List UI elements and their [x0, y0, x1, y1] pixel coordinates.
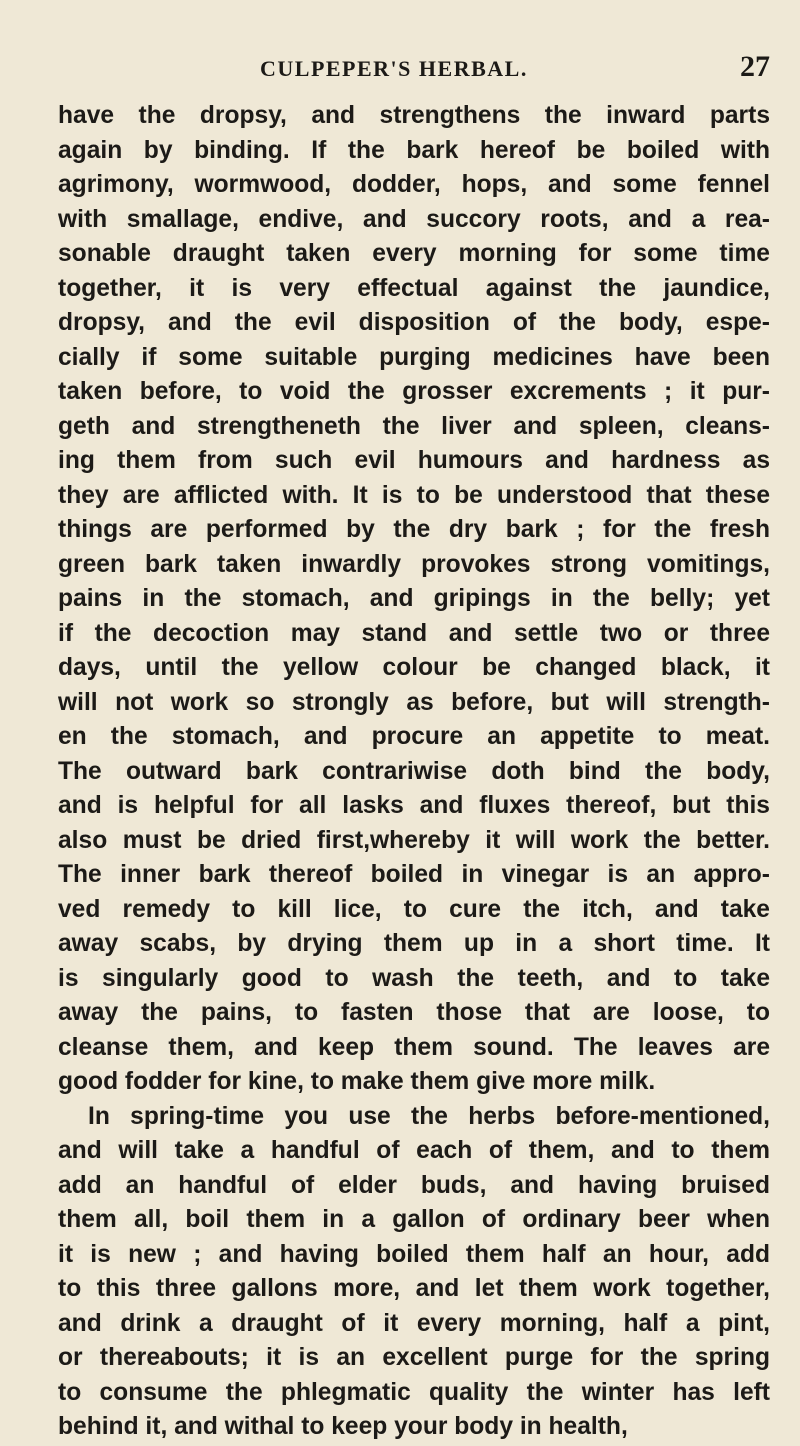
text-line: dropsy, and the evil disposition of the body, espe- [58, 309, 770, 336]
text-line: and will take a handful of each of them, and to them [58, 1137, 770, 1164]
text-line: and drink a draught of it every morning, half a pint, [58, 1309, 770, 1337]
text-line: have the dropsy, and strengthens the inward parts [58, 102, 770, 129]
text-line: ing them from such evil humours and hardness as [58, 447, 770, 474]
text-line: will not work so strongly as before, but will strength- [58, 688, 770, 716]
text-line: behind it, and withal to keep your body in health, [58, 1413, 628, 1440]
text-line: they are afflicted with. It is to be understood that these [58, 481, 770, 509]
text-line: to consume the phlegmatic quality the winter has left [58, 1378, 770, 1406]
text-line: with smallage, endive, and succory roots, and a rea- [58, 205, 770, 233]
running-head: CULPEPER'S HERBAL. [260, 56, 528, 81]
text-line: ved remedy to kill lice, to cure the itch, and take [58, 895, 770, 923]
text-line: days, until the yellow colour be changed black, it [58, 654, 770, 681]
text-line: taken before, to void the grosser excrements ; it pur- [58, 378, 770, 405]
text-line: green bark taken inwardly provokes strong vomitings, [58, 550, 770, 578]
page-number: 27 [740, 50, 770, 83]
text-line: together, it is very effectual against the jaundice, [58, 274, 770, 302]
text-line: to this three gallons more, and let them work together, [58, 1275, 770, 1302]
text-line: agrimony, wormwood, dodder, hops, and some fennel [58, 171, 770, 198]
text-line: away scabs, by drying them up in a short time. It [58, 930, 770, 957]
text-line: cleanse them, and keep them sound. The leaves are [58, 1033, 770, 1061]
text-line: good fodder for kine, to make them give more milk. [58, 1068, 656, 1095]
text-line: is singularly good to wash the teeth, and to take [58, 964, 770, 992]
text-line: it is new ; and having boiled them half an hour, add [58, 1240, 770, 1268]
text-line: The inner bark thereof boiled in vinegar is an appro- [58, 861, 770, 888]
text-line: en the stomach, and procure an appetite to meat. [58, 723, 770, 750]
text-line: and is helpful for all lasks and fluxes thereof, but this [58, 792, 770, 819]
text-line: add an handful of elder buds, and having bruised [58, 1171, 770, 1199]
text-line-paragraph-start: In spring-time you use the herbs before-mentioned, [88, 1102, 770, 1130]
text-line: geth and strengtheneth the liver and spleen, cleans- [58, 412, 770, 440]
body-text [58, 99, 770, 1445]
text-line: pains in the stomach, and gripings in the belly; yet [58, 585, 770, 612]
text-line: also must be dried first,whereby it will work the better. [58, 826, 770, 854]
text-line: if the decoction may stand and settle two or three [58, 619, 770, 647]
text-line: sonable draught taken every morning for some time [58, 240, 770, 267]
text-line: The outward bark contrariwise doth bind the body, [58, 757, 770, 785]
text-line: cially if some suitable purging medicines have been [58, 343, 770, 371]
text-line: them all, boil them in a gallon of ordinary beer when [58, 1206, 770, 1233]
text-line: or thereabouts; it is an excellent purge for the spring [58, 1344, 770, 1371]
text-line: away the pains, to fasten those that are loose, to [58, 999, 770, 1026]
text-line: again by binding. If the bark hereof be boiled with [58, 136, 770, 164]
text-line: things are performed by the dry bark ; for the fresh [58, 516, 770, 543]
